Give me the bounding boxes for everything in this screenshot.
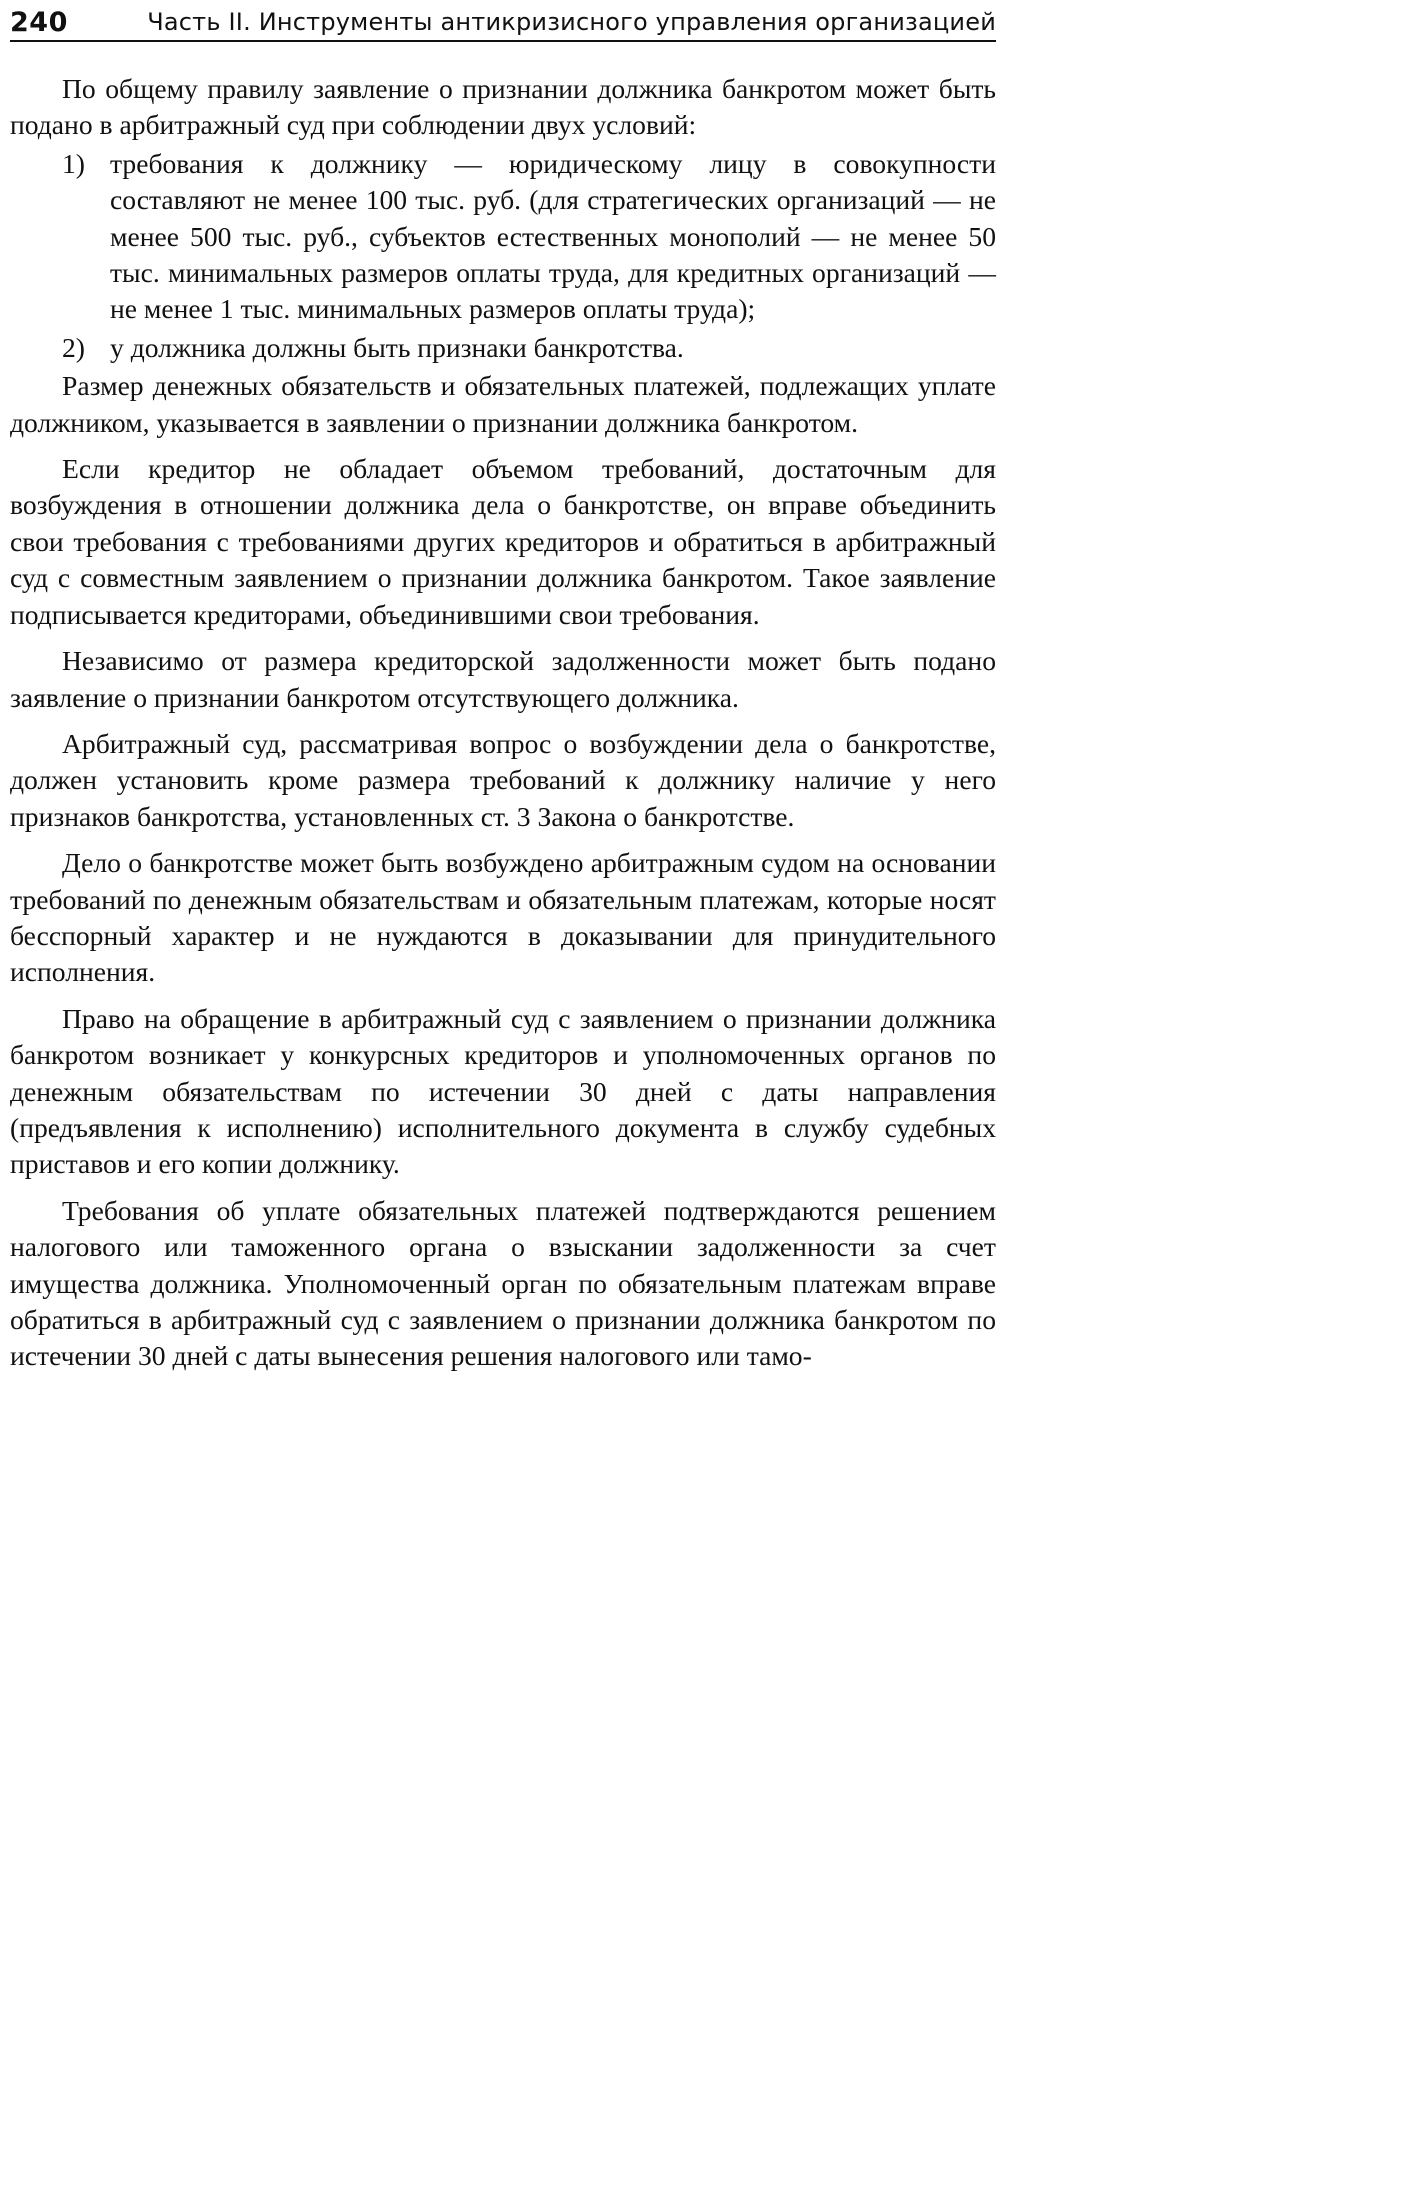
conditions-list — [10, 146, 996, 366]
book-page — [10, 0, 996, 2194]
list-item-text: у должника должны быть признаки банкротства. — [110, 331, 684, 363]
page-header — [10, 0, 996, 42]
page-number: 240 — [10, 7, 68, 38]
list-marker: 1) — [62, 147, 85, 179]
running-title: Часть II. Инструменты антикризисного управления организацией — [147, 8, 996, 36]
paragraph: Размер денежных обязательств и обязательных платежей, подлежащих уплате должником, указывается в заявлении о признании должника банкротом. — [10, 370, 996, 438]
paragraph: Арбитражный суд, рассматривая вопрос о возбуждении дела о банкротстве, должен установить кроме размера требований к должнику наличие у него признаков банкротства, установленных ст. 3 Закона о банкротстве. — [10, 727, 996, 832]
intro-paragraph: По общему правилу заявление о признании должника банкротом может быть подано в арбитражный суд при соблюдении двух условий: — [10, 73, 996, 141]
paragraph: Право на обращение в арбитражный суд с заявлением о признании должника банкротом возникает у конкурсных кредиторов и уполномоченных органов по денежным обязательствам по истечении 30 дней с даты направления (предъявления к исполнению) исполнительного документа в службу судебных приставов и его копии должнику. — [10, 1002, 996, 1180]
body-text — [10, 71, 996, 1375]
paragraph: Дело о банкротстве может быть возбуждено арбитражным судом на основании требований по денежным обязательствам и обязательным платежам, которые носят бесспорный характер и не нуждаются в доказывании для принудительного исполнения. — [10, 847, 996, 988]
paragraph: Если кредитор не обладает объемом требований, достаточным для возбуждения в отношении должника дела о банкротстве, он вправе объединить свои требования с требованиями других кредиторов и обратиться в арбитражный суд с совместным заявлением о признании должника банкротом. Такое заявление подписывается кредиторами, объединившими свои требования. — [10, 453, 996, 630]
paragraph: Требования об уплате обязательных платежей подтверждаются решением налогового или таможенного органа о взыскании задолженности за счет имущества должника. Уполномоченный орган по обязательным платежам вправе обратиться в арбитражный суд с заявлением о признании должника банкротом по истечении 30 дней с даты вынесения решения налогового или тамо- — [10, 1194, 996, 1372]
list-item-text: требования к должнику — юридическому лицу в совокупности составляют не менее 100 тыс. руб. (для стратегических организаций — не менее 500 тыс. руб., субъектов естественных монополий — не менее 50 тыс. минимальных размеров оплаты труда, для кредитных организаций — не менее 1 тыс. минимальных размеров оплаты труда); — [110, 147, 996, 325]
list-marker: 2) — [62, 331, 85, 363]
paragraph: Независимо от размера кредиторской задолженности может быть подано заявление о признании банкротом отсутствующего должника. — [10, 645, 996, 713]
list-item — [10, 146, 996, 328]
list-item — [10, 330, 996, 366]
